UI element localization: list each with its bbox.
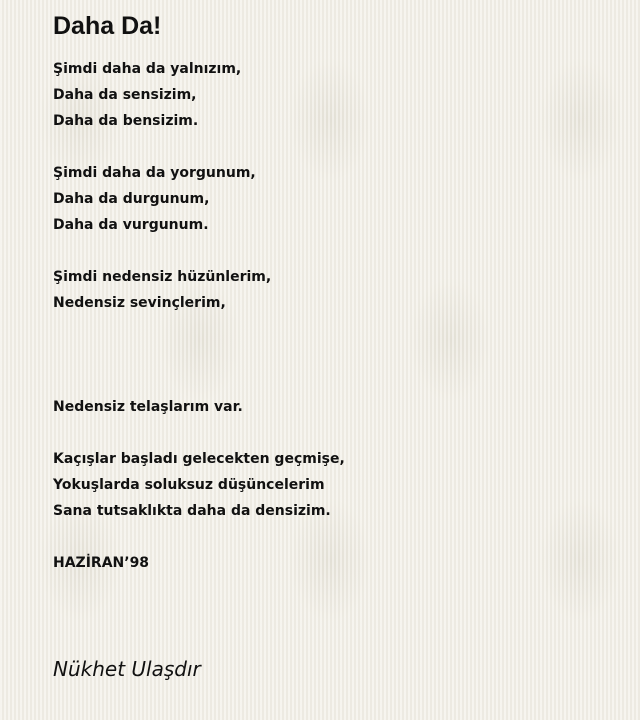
poem-line: Daha da sensizim, xyxy=(53,87,197,103)
stanza-gap xyxy=(53,524,613,550)
poem-line: Nedensiz sevinçlerim, xyxy=(53,295,226,311)
poem-line: Şimdi daha da yorgunum, xyxy=(53,165,256,181)
poem-line: Kaçışlar başladı gelecekten geçmişe, xyxy=(53,451,345,467)
poem-line: Şimdi daha da yalnızım, xyxy=(53,61,242,77)
poem-line: Daha da durgunum, xyxy=(53,191,210,207)
poem-line: Daha da bensizim. xyxy=(53,113,199,129)
poem-line: Nedensiz telaşlarım var. xyxy=(53,399,243,415)
poem-title: Daha Da! xyxy=(53,12,162,40)
stanza-gap xyxy=(53,420,613,446)
poem-body xyxy=(53,56,613,576)
stanza-gap xyxy=(53,238,613,264)
poem-author: Nükhet Ulaşdır xyxy=(53,657,201,681)
poem-container xyxy=(53,8,613,576)
poem-line: Şimdi nedensiz hüzünlerim, xyxy=(53,269,272,285)
stanza-gap-large xyxy=(53,316,613,394)
poem-line: Sana tutsaklıkta daha da densizim. xyxy=(53,503,331,519)
poem-date: HAZİRAN’98 xyxy=(53,555,150,571)
stanza-gap xyxy=(53,134,613,160)
poem-line: Daha da vurgunum. xyxy=(53,217,209,233)
poem-line: Yokuşlarda soluksuz düşüncelerim xyxy=(53,477,325,493)
